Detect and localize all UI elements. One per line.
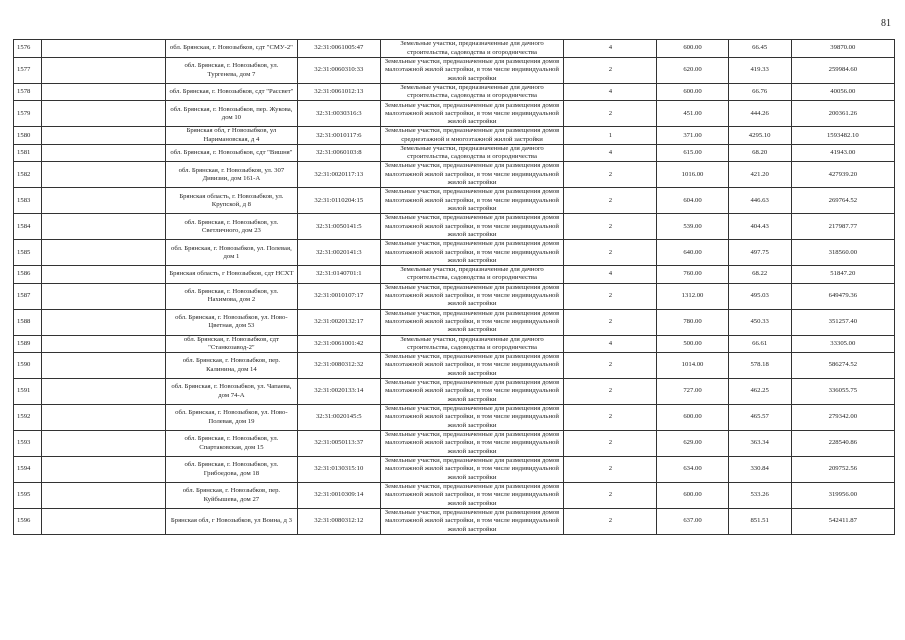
table-row <box>14 214 895 240</box>
area-cell: 760.00 <box>657 266 728 283</box>
cadastral-value-cell: 427939.20 <box>791 162 894 188</box>
rate-cell: 446.63 <box>728 188 791 214</box>
cadastral-value-cell: 41943.00 <box>791 144 894 161</box>
table-row <box>14 457 895 483</box>
category-cell: 2 <box>564 457 657 483</box>
blank-cell <box>41 144 165 161</box>
cadastral-value-cell: 269764.52 <box>791 188 894 214</box>
land-use-cell: Земельные участки, предназначенные для размещения домов среднеэтажной и многоэтажной жилой застройки <box>380 127 564 144</box>
area-cell: 604.00 <box>657 188 728 214</box>
row-number-cell: 1588 <box>14 309 42 335</box>
area-cell: 634.00 <box>657 457 728 483</box>
row-number-cell: 1579 <box>14 101 42 127</box>
land-use-cell: Земельные участки, предназначенные для размещения домов малоэтажной жилой застройки, в том числе индивидуальной жилой застройки <box>380 240 564 266</box>
rate-cell: 68.20 <box>728 144 791 161</box>
rate-cell: 462.25 <box>728 379 791 405</box>
blank-cell <box>41 483 165 509</box>
cadastral-value-cell: 217987.77 <box>791 214 894 240</box>
land-use-cell: Земельные участки, предназначенные для размещения домов малоэтажной жилой застройки, в том числе индивидуальной жилой застройки <box>380 283 564 309</box>
rate-cell: 363.34 <box>728 431 791 457</box>
area-cell: 637.00 <box>657 509 728 535</box>
rate-cell: 330.84 <box>728 457 791 483</box>
area-cell: 727.00 <box>657 379 728 405</box>
cadastral-value-cell: 351257.40 <box>791 309 894 335</box>
area-cell: 615.00 <box>657 144 728 161</box>
table-row <box>14 101 895 127</box>
land-use-cell: Земельные участки, предназначенные для дачного строительства, садоводства и огородничества <box>380 84 564 101</box>
table-row <box>14 405 895 431</box>
land-use-cell: Земельные участки, предназначенные для размещения домов малоэтажной жилой застройки, в том числе индивидуальной жилой застройки <box>380 379 564 405</box>
blank-cell <box>41 240 165 266</box>
table-row <box>14 309 895 335</box>
blank-cell <box>41 309 165 335</box>
land-use-cell: Земельные участки, предназначенные для размещения домов малоэтажной жилой застройки, в том числе индивидуальной жилой застройки <box>380 405 564 431</box>
rate-cell: 404.43 <box>728 214 791 240</box>
cadastral-value-cell: 51847.20 <box>791 266 894 283</box>
rate-cell: 421.20 <box>728 162 791 188</box>
rate-cell: 450.33 <box>728 309 791 335</box>
row-number-cell: 1577 <box>14 58 42 84</box>
land-use-cell: Земельные участки, предназначенные для дачного строительства, садоводства и огородничества <box>380 266 564 283</box>
row-number-cell: 1594 <box>14 457 42 483</box>
cadastral-number-cell: 32:31:0020117:13 <box>298 162 381 188</box>
blank-cell <box>41 379 165 405</box>
cadastral-value-cell: 1593482.10 <box>791 127 894 144</box>
category-cell: 2 <box>564 188 657 214</box>
cadastral-value-cell: 39870.00 <box>791 40 894 58</box>
land-use-cell: Земельные участки, предназначенные для размещения домов малоэтажной жилой застройки, в том числе индивидуальной жилой застройки <box>380 162 564 188</box>
category-cell: 2 <box>564 214 657 240</box>
category-cell: 2 <box>564 58 657 84</box>
cadastral-value-cell: 209752.56 <box>791 457 894 483</box>
address-cell: обл. Брянская, г. Новозыбков, пер. Куйбышева, дом 27 <box>165 483 297 509</box>
cadastral-number-cell: 32:31:0061001:42 <box>298 335 381 352</box>
area-cell: 451.00 <box>657 101 728 127</box>
table-row <box>14 240 895 266</box>
table-body <box>14 40 895 535</box>
cadastral-value-cell: 33305.00 <box>791 335 894 352</box>
address-cell: обл. Брянская, г. Новозыбков, ул. Полевая, дом 1 <box>165 240 297 266</box>
address-cell: обл. Брянская, г. Новозыбков, ул. 307 Дивизии, дом 161-А <box>165 162 297 188</box>
cadastral-number-cell: 32:31:0020145:5 <box>298 405 381 431</box>
category-cell: 2 <box>564 309 657 335</box>
address-cell: обл. Брянская, г. Новозыбков, ул. Грибоедова, дом 18 <box>165 457 297 483</box>
category-cell: 2 <box>564 509 657 535</box>
category-cell: 2 <box>564 405 657 431</box>
cadastral-number-cell: 32:31:0080312:32 <box>298 353 381 379</box>
cadastral-value-cell: 279342.00 <box>791 405 894 431</box>
table-row <box>14 431 895 457</box>
table-row <box>14 144 895 161</box>
land-use-cell: Земельные участки, предназначенные для дачного строительства, садоводства и огородничества <box>380 144 564 161</box>
table-row <box>14 483 895 509</box>
cadastral-value-cell: 542411.87 <box>791 509 894 535</box>
area-cell: 620.00 <box>657 58 728 84</box>
blank-cell <box>41 127 165 144</box>
cadastral-number-cell: 32:31:0010117:6 <box>298 127 381 144</box>
row-number-cell: 1582 <box>14 162 42 188</box>
table-row <box>14 58 895 84</box>
cadastral-number-cell: 32:31:0010107:17 <box>298 283 381 309</box>
category-cell: 4 <box>564 84 657 101</box>
table-row <box>14 266 895 283</box>
blank-cell <box>41 162 165 188</box>
rate-cell: 4295.10 <box>728 127 791 144</box>
cadastral-number-cell: 32:31:0110204:15 <box>298 188 381 214</box>
land-use-cell: Земельные участки, предназначенные для размещения домов малоэтажной жилой застройки, в том числе индивидуальной жилой застройки <box>380 309 564 335</box>
category-cell: 2 <box>564 353 657 379</box>
address-cell: обл. Брянская, г. Новозыбков, ул. Нахимова, дом 2 <box>165 283 297 309</box>
table-row <box>14 127 895 144</box>
row-number-cell: 1590 <box>14 353 42 379</box>
rate-cell: 66.76 <box>728 84 791 101</box>
cadastral-number-cell: 32:31:0061005:47 <box>298 40 381 58</box>
cadastral-value-cell: 649479.36 <box>791 283 894 309</box>
cadastral-value-cell: 586274.52 <box>791 353 894 379</box>
cadastral-value-cell: 40056.00 <box>791 84 894 101</box>
rate-cell: 419.33 <box>728 58 791 84</box>
category-cell: 4 <box>564 144 657 161</box>
land-use-cell: Земельные участки, предназначенные для размещения домов малоэтажной жилой застройки, в том числе индивидуальной жилой застройки <box>380 58 564 84</box>
address-cell: обл. Брянская, г. Новозыбков, ул. Ново-Цветная, дом 53 <box>165 309 297 335</box>
row-number-cell: 1592 <box>14 405 42 431</box>
area-cell: 600.00 <box>657 40 728 58</box>
page-number: 81 <box>881 18 891 29</box>
area-cell: 780.00 <box>657 309 728 335</box>
row-number-cell: 1595 <box>14 483 42 509</box>
cadastral-number-cell: 32:31:0130315:10 <box>298 457 381 483</box>
address-cell: обл. Брянская, г. Новозыбков, ул. Спартаковская, дом 15 <box>165 431 297 457</box>
category-cell: 2 <box>564 431 657 457</box>
cadastral-number-cell: 32:31:0050141:5 <box>298 214 381 240</box>
blank-cell <box>41 353 165 379</box>
rate-cell: 533.26 <box>728 483 791 509</box>
blank-cell <box>41 40 165 58</box>
land-use-cell: Земельные участки, предназначенные для размещения домов малоэтажной жилой застройки, в том числе индивидуальной жилой застройки <box>380 214 564 240</box>
address-cell: Брянская обл, г Новозыбков, ул Воина, д 3 <box>165 509 297 535</box>
category-cell: 2 <box>564 162 657 188</box>
row-number-cell: 1585 <box>14 240 42 266</box>
category-cell: 2 <box>564 283 657 309</box>
area-cell: 1312.00 <box>657 283 728 309</box>
table-row <box>14 353 895 379</box>
area-cell: 539.00 <box>657 214 728 240</box>
land-use-cell: Земельные участки, предназначенные для дачного строительства, садоводства и огородничества <box>380 335 564 352</box>
cadastral-number-cell: 32:31:0061012:13 <box>298 84 381 101</box>
row-number-cell: 1596 <box>14 509 42 535</box>
table-row <box>14 509 895 535</box>
row-number-cell: 1580 <box>14 127 42 144</box>
table-row <box>14 162 895 188</box>
cadastral-number-cell: 32:31:0020132:17 <box>298 309 381 335</box>
rate-cell: 444.26 <box>728 101 791 127</box>
row-number-cell: 1581 <box>14 144 42 161</box>
rate-cell: 66.45 <box>728 40 791 58</box>
rate-cell: 851.51 <box>728 509 791 535</box>
land-use-cell: Земельные участки, предназначенные для размещения домов малоэтажной жилой застройки, в том числе индивидуальной жилой застройки <box>380 457 564 483</box>
land-use-cell: Земельные участки, предназначенные для размещения домов малоэтажной жилой застройки, в том числе индивидуальной жилой застройки <box>380 431 564 457</box>
rate-cell: 465.57 <box>728 405 791 431</box>
cadastral-number-cell: 32:31:0020133:14 <box>298 379 381 405</box>
area-cell: 600.00 <box>657 84 728 101</box>
cadastral-number-cell: 32:31:0140701:1 <box>298 266 381 283</box>
cadastral-value-cell: 336055.75 <box>791 379 894 405</box>
blank-cell <box>41 457 165 483</box>
cadastral-number-cell: 32:31:0030316:3 <box>298 101 381 127</box>
area-cell: 500.00 <box>657 335 728 352</box>
land-use-cell: Земельные участки, предназначенные для размещения домов малоэтажной жилой застройки, в том числе индивидуальной жилой застройки <box>380 353 564 379</box>
blank-cell <box>41 266 165 283</box>
cadastral-number-cell: 32:31:0050113:37 <box>298 431 381 457</box>
rate-cell: 495.03 <box>728 283 791 309</box>
blank-cell <box>41 431 165 457</box>
address-cell: обл. Брянская, г. Новозыбков, ул. Чапаева, дом 74-А <box>165 379 297 405</box>
rate-cell: 66.61 <box>728 335 791 352</box>
table-row <box>14 40 895 58</box>
address-cell: обл. Брянская, г. Новозыбков, ул. Светличного, дом 23 <box>165 214 297 240</box>
table-row <box>14 379 895 405</box>
cadastral-number-cell: 32:31:0010309:14 <box>298 483 381 509</box>
land-use-cell: Земельные участки, предназначенные для размещения домов малоэтажной жилой застройки, в том числе индивидуальной жилой застройки <box>380 483 564 509</box>
cadastral-value-cell: 319956.00 <box>791 483 894 509</box>
blank-cell <box>41 214 165 240</box>
address-cell: Брянская обл, г Новозыбков, ул Наримановская, д 4 <box>165 127 297 144</box>
land-use-cell: Земельные участки, предназначенные для размещения домов малоэтажной жилой застройки, в том числе индивидуальной жилой застройки <box>380 101 564 127</box>
cadastral-number-cell: 32:31:0060310:33 <box>298 58 381 84</box>
table-row <box>14 84 895 101</box>
category-cell: 4 <box>564 40 657 58</box>
category-cell: 4 <box>564 266 657 283</box>
category-cell: 2 <box>564 240 657 266</box>
area-cell: 1014.00 <box>657 353 728 379</box>
category-cell: 2 <box>564 483 657 509</box>
land-use-cell: Земельные участки, предназначенные для дачного строительства, садоводства и огородничества <box>380 40 564 58</box>
table-row <box>14 283 895 309</box>
address-cell: обл. Брянская, г. Новозыбков, сдт "Станкозавод-2" <box>165 335 297 352</box>
area-cell: 1016.00 <box>657 162 728 188</box>
blank-cell <box>41 188 165 214</box>
address-cell: обл. Брянская, г. Новозыбков, пер. Жукова, дом 10 <box>165 101 297 127</box>
address-cell: обл. Брянская, г. Новозыбков, пер. Калинина, дом 14 <box>165 353 297 379</box>
row-number-cell: 1576 <box>14 40 42 58</box>
blank-cell <box>41 405 165 431</box>
blank-cell <box>41 509 165 535</box>
cadastral-value-cell: 259984.60 <box>791 58 894 84</box>
rate-cell: 497.75 <box>728 240 791 266</box>
blank-cell <box>41 101 165 127</box>
address-cell: Брянская область, г. Новозыбков, ул. Крупской, д 8 <box>165 188 297 214</box>
blank-cell <box>41 283 165 309</box>
rate-cell: 578.18 <box>728 353 791 379</box>
address-cell: обл. Брянская, г. Новозыбков, сдт "Вишня" <box>165 144 297 161</box>
table-row <box>14 335 895 352</box>
area-cell: 600.00 <box>657 405 728 431</box>
land-registry-table <box>13 39 895 535</box>
category-cell: 4 <box>564 335 657 352</box>
cadastral-value-cell: 318560.00 <box>791 240 894 266</box>
land-use-cell: Земельные участки, предназначенные для размещения домов малоэтажной жилой застройки, в том числе индивидуальной жилой застройки <box>380 188 564 214</box>
address-cell: обл. Брянская, г. Новозыбков, сдт "Рассвет" <box>165 84 297 101</box>
area-cell: 629.00 <box>657 431 728 457</box>
blank-cell <box>41 84 165 101</box>
row-number-cell: 1583 <box>14 188 42 214</box>
address-cell: обл. Брянская, г. Новозыбков, ул. Ново-Полевая, дом 19 <box>165 405 297 431</box>
row-number-cell: 1586 <box>14 266 42 283</box>
blank-cell <box>41 335 165 352</box>
address-cell: обл. Брянская, г. Новозыбков, сдт "СМУ-2" <box>165 40 297 58</box>
row-number-cell: 1593 <box>14 431 42 457</box>
row-number-cell: 1591 <box>14 379 42 405</box>
cadastral-number-cell: 32:31:0080312:12 <box>298 509 381 535</box>
area-cell: 600.00 <box>657 483 728 509</box>
row-number-cell: 1584 <box>14 214 42 240</box>
table-row <box>14 188 895 214</box>
category-cell: 1 <box>564 127 657 144</box>
category-cell: 2 <box>564 101 657 127</box>
category-cell: 2 <box>564 379 657 405</box>
blank-cell <box>41 58 165 84</box>
rate-cell: 68.22 <box>728 266 791 283</box>
cadastral-number-cell: 32:31:0020141:3 <box>298 240 381 266</box>
address-cell: обл. Брянская, г. Новозыбков, ул. Тургенева, дом 7 <box>165 58 297 84</box>
area-cell: 640.00 <box>657 240 728 266</box>
address-cell: Брянская область, г Новозыбков, сдт НСХТ <box>165 266 297 283</box>
row-number-cell: 1589 <box>14 335 42 352</box>
cadastral-value-cell: 228540.86 <box>791 431 894 457</box>
land-use-cell: Земельные участки, предназначенные для размещения домов малоэтажной жилой застройки, в том числе индивидуальной жилой застройки <box>380 509 564 535</box>
cadastral-value-cell: 200361.26 <box>791 101 894 127</box>
row-number-cell: 1578 <box>14 84 42 101</box>
cadastral-number-cell: 32:31:0060103:8 <box>298 144 381 161</box>
area-cell: 371.00 <box>657 127 728 144</box>
row-number-cell: 1587 <box>14 283 42 309</box>
